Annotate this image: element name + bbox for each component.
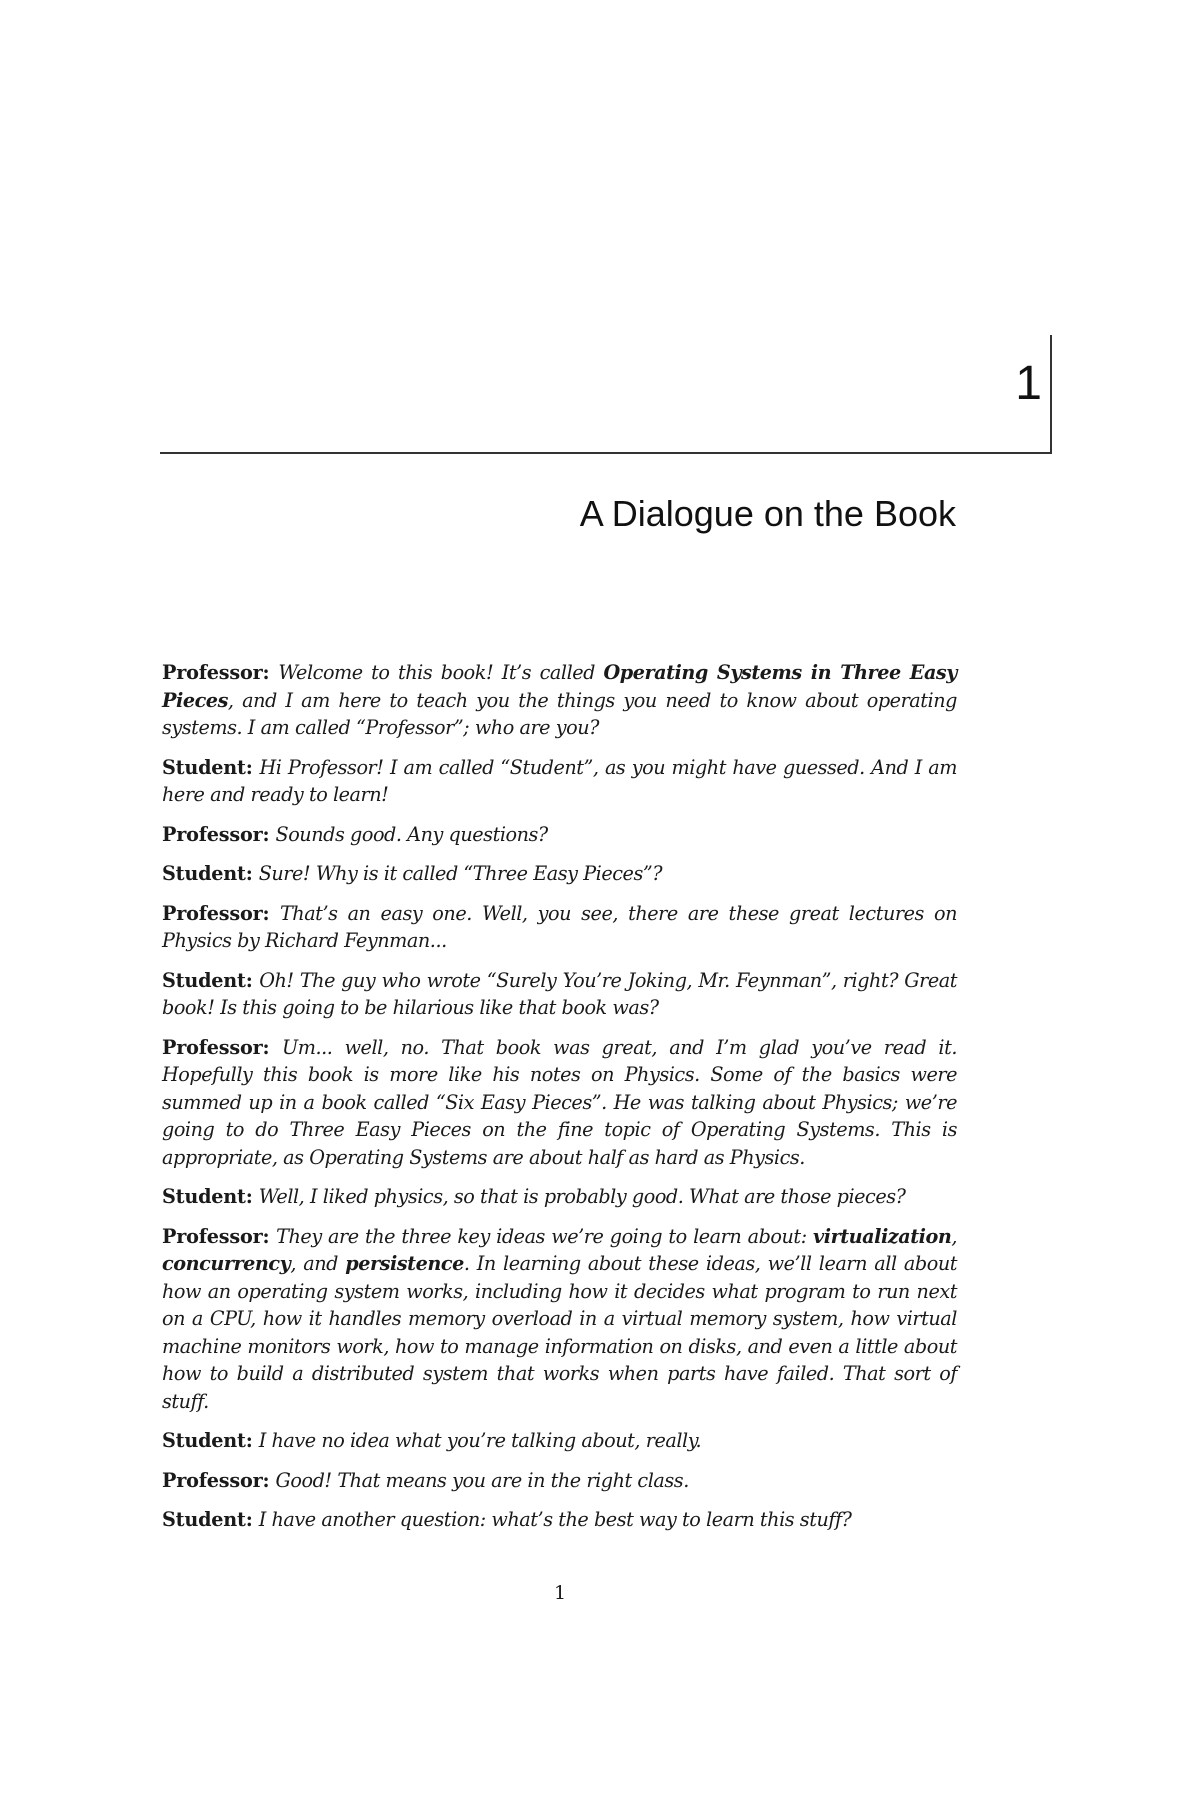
dialogue-line [259,1508,852,1531]
speaker-label: Professor: [162,1468,270,1492]
emphasized-term: virtualization [813,1224,952,1248]
chapter-number: 1 [1015,357,1042,410]
dialogue-text: I have no idea what you’re talking about, really. [258,1429,702,1452]
dialogue-line [162,1036,957,1169]
dialogue [162,659,957,1546]
dialogue-turn [162,754,957,809]
dialogue-text: , and [290,1252,346,1275]
speaker-label: Professor: [162,822,270,846]
dialogue-text: , and I am here to teach you the things you need to know about operating systems. I am called “Professor”; who are you? [162,688,957,739]
speaker-label: Professor: [162,1035,270,1059]
speaker-label: Student: [162,1508,253,1531]
dialogue-text: Hi Professor! I am called “Student”, as you might have guessed. And I am here and ready to learn! [162,755,957,806]
dialogue-turn [162,659,957,742]
dialogue-text: Sure! Why is it called “Three Easy Pieces”? [258,862,663,885]
dialogue-turn [162,821,957,849]
dialogue-turn [162,967,957,1022]
dialogue-text: , [951,1224,957,1248]
dialogue-turn [162,1223,957,1416]
dialogue-text: Good! That means you are in the right class. [275,1468,689,1492]
dialogue-line [162,1225,957,1413]
speaker-label: Student: [162,968,253,992]
chapter-rule-horizontal [160,452,1052,454]
dialogue-line [259,862,662,885]
dialogue-turn [162,860,957,888]
dialogue-line [162,969,957,1020]
dialogue-text: . In learning about these ideas, we’ll learn all about how an operating system works, including how it decides what program to run next on a CPU, how it handles memory overload in a virtual memory system, how virtual machine monitors work, how to manage information on disks, and even a little about how to build a distributed system that works when parts have failed. That sort of stuff. [162,1252,957,1413]
dialogue-text: They are the three key ideas we’re going to learn about: [276,1224,814,1248]
dialogue-text: Welcome to this book! It’s called [278,661,604,684]
dialogue-turn [162,1506,957,1534]
speaker-label: Student: [162,1185,253,1208]
chapter-rule-vertical [1050,335,1052,454]
dialogue-text: Oh! The guy who wrote “Surely You’re Joking, Mr. Feynman”, right? Great book! Is this going to be hilarious like that book was? [162,968,957,1019]
speaker-label: Professor: [162,661,270,684]
dialogue-text: I have another question: what’s the best way to learn this stuff? [258,1508,852,1531]
dialogue-text: Sounds good. Any questions? [275,822,548,846]
chapter-title: A Dialogue on the Book [579,493,956,534]
dialogue-text: That’s an easy one. Well, you see, there are these great lectures on Physics by Richard Feynman... [162,901,957,952]
speaker-label: Student: [162,755,253,779]
dialogue-line [276,1469,689,1492]
page-number: 1 [553,1582,567,1604]
emphasized-term: persistence [345,1252,464,1275]
dialogue-text: Well, I liked physics, so that is probably good. What are those pieces? [258,1185,906,1208]
dialogue-line [276,823,548,846]
speaker-label: Student: [162,862,253,885]
dialogue-line [259,1185,906,1208]
dialogue-line [162,756,957,807]
speaker-label: Student: [162,1429,253,1452]
speaker-label: Professor: [162,1224,270,1248]
dialogue-turn [162,1034,957,1172]
emphasized-term: Operating Systems in Three Easy Pieces [162,661,957,712]
dialogue-text: Um... well, no. That book was great, and I’m glad you’ve read it. Hopefully this book is more like his notes on Physics. Some of the basics were summed up in a book called “Six Easy Pieces”. He was talking about Physics; we’re going to do Three Easy Pieces on the fine topic of Operating Systems. This is appropriate, as Operating Systems are about half as hard as Physics. [162,1035,957,1169]
dialogue-turn [162,900,957,955]
dialogue-turn [162,1427,957,1455]
emphasized-term: concurrency [162,1252,291,1275]
dialogue-line [259,1429,702,1452]
speaker-label: Professor: [162,901,270,925]
dialogue-line [162,902,957,953]
dialogue-turn [162,1183,957,1211]
dialogue-turn [162,1467,957,1495]
dialogue-line [162,661,957,739]
